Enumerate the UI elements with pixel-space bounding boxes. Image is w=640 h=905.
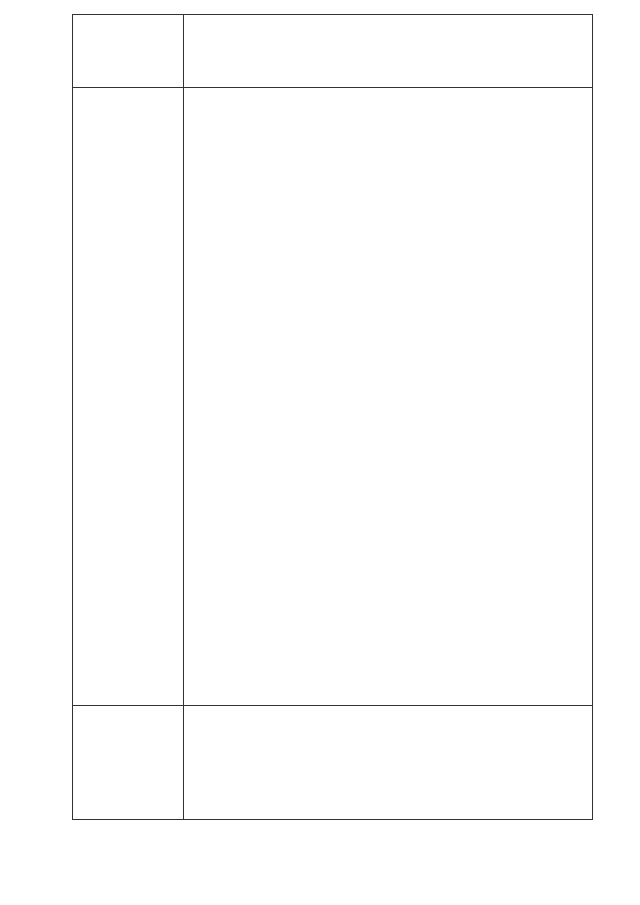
- service-format-cell-empty: [73, 15, 184, 88]
- table-row: [184, 15, 593, 820]
- services-table: [72, 15, 592, 820]
- service-content-cell: [184, 88, 593, 706]
- service-name-cell: [184, 706, 593, 820]
- service-name-cell-empty: [73, 706, 184, 820]
- service-content-cell: [73, 88, 184, 706]
- table-row: [73, 15, 184, 820]
- service-format-cell: [184, 15, 593, 88]
